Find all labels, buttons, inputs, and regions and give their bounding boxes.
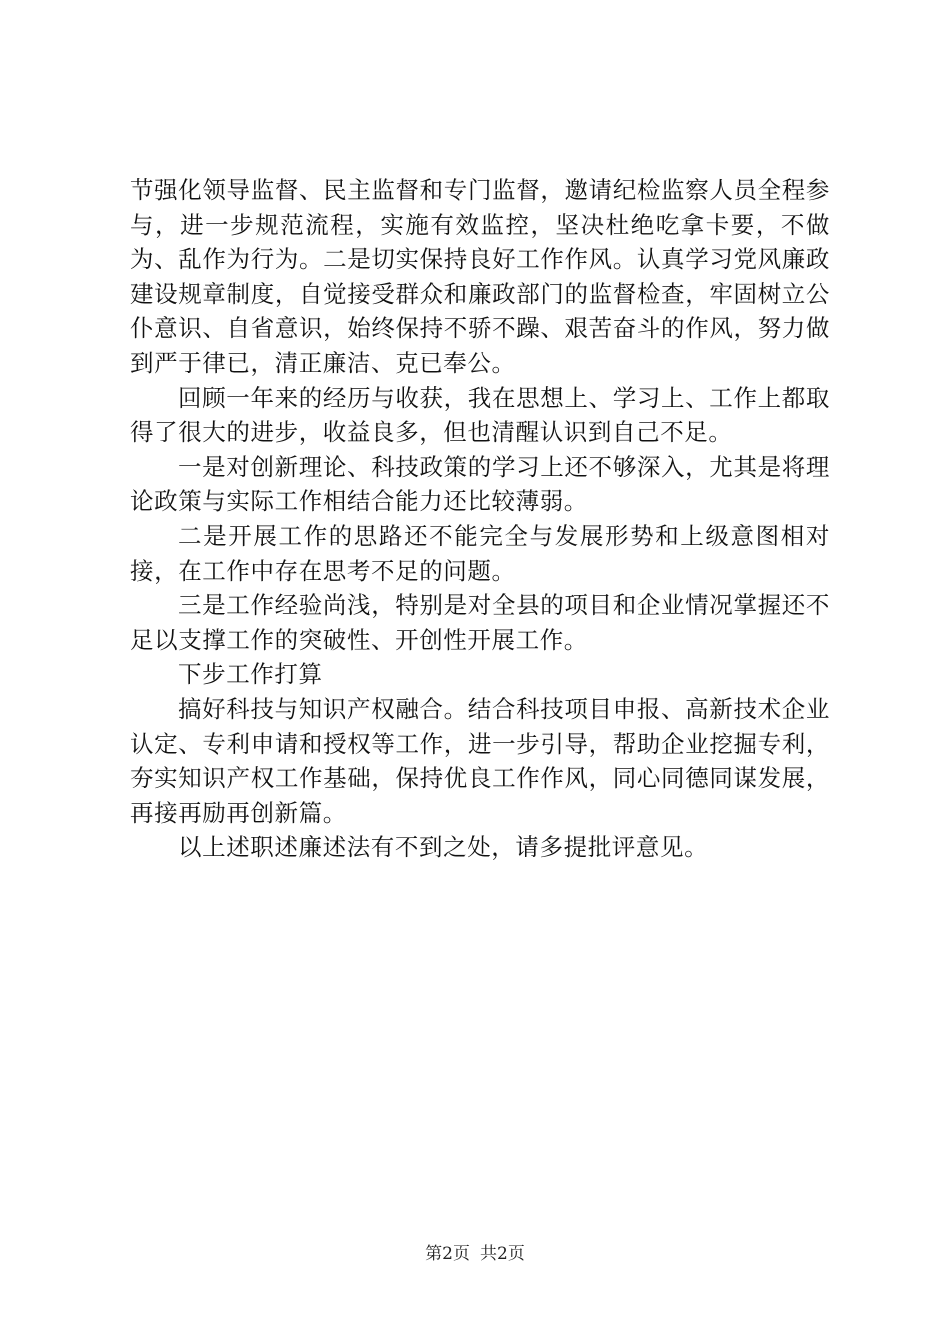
document-body [130,173,830,865]
paragraph-review: 回顾一年来的经历与收获，我在思想上、学习上、工作上都取得了很大的进步，收益良多，但也清醒认识到自己不足。 [130,383,830,447]
page-number: 第2页 [425,1244,470,1264]
page-total: 共2页 [480,1244,525,1264]
paragraph-shortcoming-2: 二是开展工作的思路还不能完全与发展形势和上级意图相对接，在工作中存在思考不足的问题。 [130,521,830,585]
paragraph-plan: 搞好科技与知识产权融合。结合科技项目申报、高新技术企业认定、专利申请和授权等工作，进一步引导，帮助企业挖掘专利，夯实知识产权工作基础，保持优良工作作风，同心同德同谋发展，再接再励再创新篇。 [130,694,830,827]
page-footer [0,1243,950,1265]
paragraph-continuation: 节强化领导监督、民主监督和专门监督，邀请纪检监察人员全程参与，进一步规范流程，实施有效监控，坚决杜绝吃拿卡要，不做为、乱作为行为。二是切实保持良好工作作风。认真学习党风廉政建设规章制度，自觉接受群众和廉政部门的监督检查，牢固树立公仆意识、自省意识，始终保持不骄不躁、艰苦奋斗的作风，努力做到严于律已，清正廉洁、克已奉公。 [130,176,830,377]
paragraph-shortcoming-1: 一是对创新理论、科技政策的学习上还不够深入，尤其是将理论政策与实际工作相结合能力还比较薄弱。 [130,452,830,516]
paragraph-shortcoming-3: 三是工作经验尚浅，特别是对全县的项目和企业情况掌握还不足以支撑工作的突破性、开创性开展工作。 [130,591,830,654]
paragraph-closing: 以上述职述廉述法有不到之处，请多提批评意见。 [178,833,709,862]
section-heading-next-steps: 下步工作打算 [178,660,323,689]
